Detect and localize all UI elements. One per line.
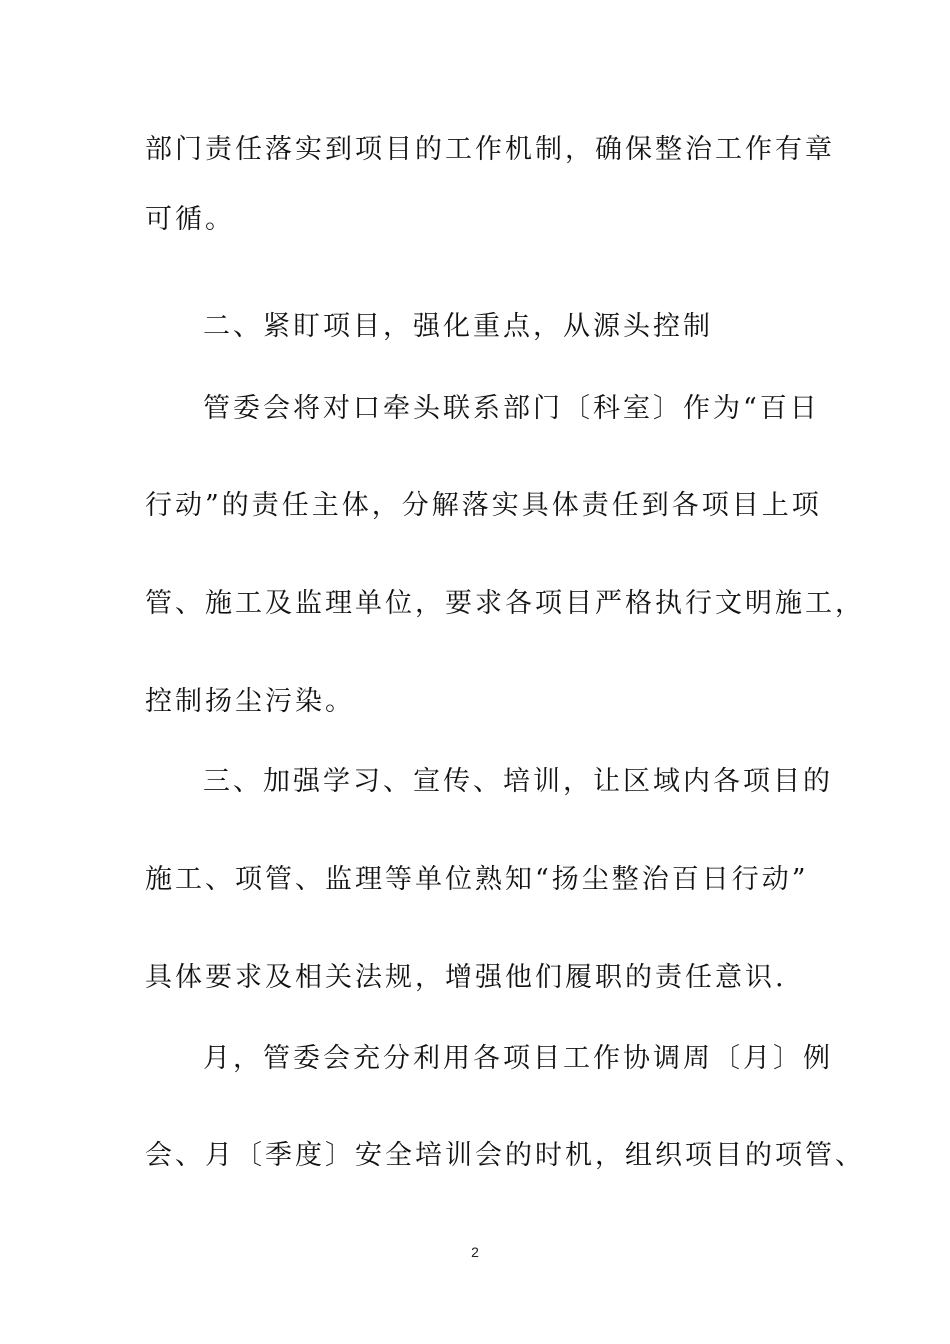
text-line: 管、施工及监理单位，要求各项目严格执行文明施工， — [145, 588, 865, 619]
text-line: 可循。 — [145, 204, 235, 235]
section-heading: 二、紧盯项目，强化重点，从源头控制 — [203, 311, 713, 342]
text-line: 月，管委会充分利用各项目工作协调周〔月〕例 — [203, 1043, 833, 1074]
text-line: 控制扬尘污染。 — [145, 686, 355, 717]
text-line: 部门责任落实到项目的工作机制，确保整治工作有章 — [145, 134, 835, 165]
text-line: 施工、项管、监理等单位熟知“扬尘整治百日行动” — [145, 864, 809, 895]
section-heading: 三、加强学习、宣传、培训，让区域内各项目的 — [203, 766, 833, 797]
text-line: 行动”的责任主体，分解落实具体责任到各项目上项 — [145, 490, 822, 521]
text-line: 管委会将对口牵头联系部门〔科室〕作为“百日 — [203, 393, 820, 424]
text-line: 具体要求及相关法规，增强他们履职的责任意识. — [145, 962, 787, 993]
page-number: 2 — [471, 1244, 479, 1260]
text-line: 会、月〔季度〕安全培训会的时机，组织项目的项管、 — [145, 1140, 865, 1171]
